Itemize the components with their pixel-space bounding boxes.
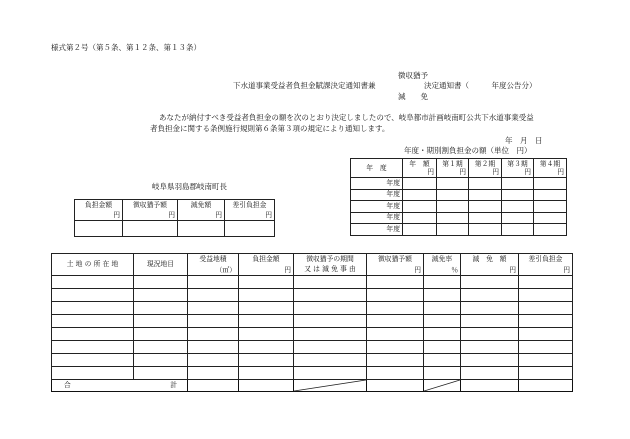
row-year-label: 年度 bbox=[351, 201, 403, 213]
table-row bbox=[351, 224, 567, 236]
installment-caption: 年度・期別割負担金の額（単位 円） bbox=[404, 146, 532, 155]
header-burden-amount: 負担金額 円 bbox=[239, 254, 294, 276]
header-exemption-amount: 減 免 額 円 bbox=[461, 254, 519, 276]
table-row bbox=[52, 328, 573, 341]
row-year-label: 年度 bbox=[351, 178, 403, 190]
issuer-name: 岐阜県羽島郡岐南町長 bbox=[152, 182, 227, 191]
table-row bbox=[52, 276, 573, 289]
summary-net-burden: 差引負担金 円 bbox=[225, 200, 275, 221]
row-year-label: 年度 bbox=[351, 212, 403, 224]
summary-exemption-amount: 減免額 円 bbox=[178, 200, 225, 221]
table-row bbox=[351, 178, 567, 190]
installment-table bbox=[350, 158, 567, 236]
row-year-label: 年度 bbox=[351, 189, 403, 201]
total-deferral-period-diagonal bbox=[294, 380, 367, 392]
total-row bbox=[52, 380, 573, 392]
summary-burden-amount: 負担金額 円 bbox=[75, 200, 123, 221]
header-deferral-period: 徴収猶予の期間 又 は 減 免 事 由 bbox=[294, 254, 367, 276]
header-exemption-rate: 減免率 ％ bbox=[424, 254, 461, 276]
header-fiscal-year: 年 度 bbox=[351, 159, 403, 178]
table-row bbox=[52, 367, 573, 380]
table-row bbox=[52, 354, 573, 367]
header-benefit-area: 受益地積 （㎡） bbox=[188, 254, 239, 276]
header-period-3: 第３期 円 bbox=[502, 159, 534, 178]
table-row bbox=[351, 212, 567, 224]
total-label: 合 計 bbox=[52, 380, 188, 392]
title-line2-right: 決定通知書（ 年度公告分） bbox=[424, 81, 537, 90]
header-period-2: 第２期 円 bbox=[469, 159, 502, 178]
title-line3: 減 免 bbox=[398, 92, 428, 101]
header-period-4: 第４期 円 bbox=[534, 159, 567, 178]
header-period-1: 第１期 円 bbox=[437, 159, 469, 178]
title-line1: 徴収猶予 bbox=[398, 71, 428, 80]
form-number: 様式第２号（第５条、第１２条、第１３条） bbox=[51, 43, 201, 52]
table-row bbox=[52, 341, 573, 354]
summary-deferred-amount: 徴収猶予額 円 bbox=[123, 200, 178, 221]
row-year-label: 年度 bbox=[351, 224, 403, 236]
date-line: 年 月 日 bbox=[505, 136, 543, 145]
summary-table bbox=[74, 199, 275, 237]
body-text-line2: 者負担金に関する条例施行規則第６条第３項の規定により通知します。 bbox=[150, 124, 390, 133]
table-row bbox=[52, 302, 573, 315]
header-net-burden: 差引負担金 円 bbox=[519, 254, 573, 276]
detail-table bbox=[51, 253, 573, 392]
table-row bbox=[351, 201, 567, 213]
header-deferred-amount: 徴収猶予額 円 bbox=[367, 254, 424, 276]
body-text-line1: あなたが納付すべき受益者負担金の額を次のとおり決定しましたので、岐阜都市計画岐南町公共下水道事業受益 bbox=[159, 113, 534, 122]
header-land-location: 土 地 の 所 在 地 bbox=[52, 254, 134, 276]
header-annual-amount: 年 額 円 bbox=[403, 159, 437, 178]
header-land-category: 現況地目 bbox=[134, 254, 188, 276]
table-row bbox=[75, 221, 275, 237]
table-row bbox=[52, 289, 573, 302]
total-exemption-rate-diagonal bbox=[424, 380, 461, 392]
table-row bbox=[52, 315, 573, 328]
title-line2-left: 下水道事業受益者負担金賦課決定通知書兼 bbox=[233, 81, 376, 90]
table-row bbox=[351, 189, 567, 201]
